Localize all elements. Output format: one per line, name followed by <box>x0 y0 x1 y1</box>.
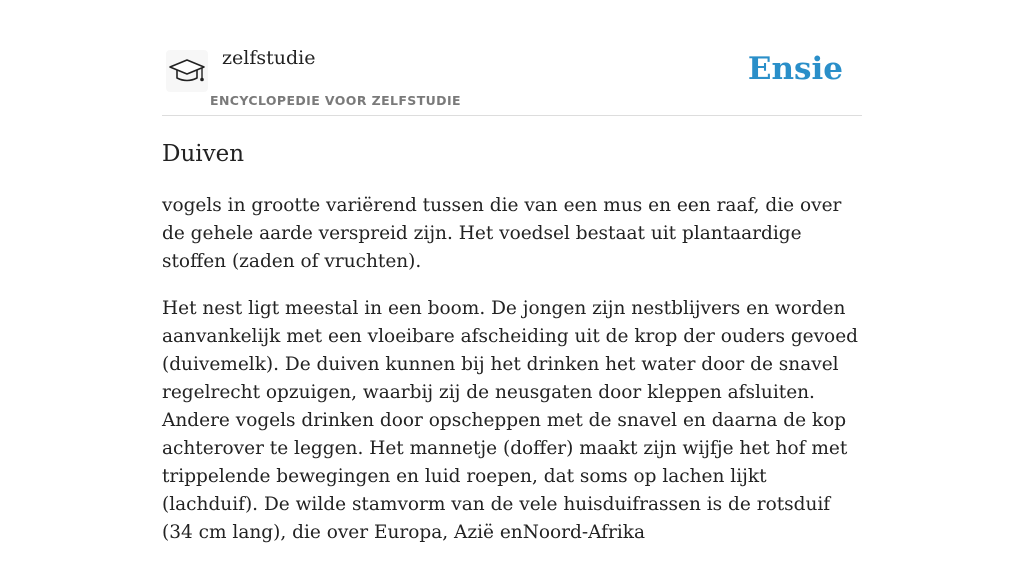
brand-logo-link[interactable]: Ensie <box>747 51 843 87</box>
site-logo[interactable] <box>166 50 208 92</box>
article-title: Duiven <box>162 141 245 167</box>
graduation-cap-icon <box>168 56 206 86</box>
site-tagline: ENCYCLOPEDIE VOOR ZELFSTUDIE <box>210 93 461 108</box>
article-paragraph: vogels in grootte variërend tussen die van een mus en een raaf, die over de gehele aarde verspreid zijn. Het voedsel bestaat uit plantaardige stoffen (zaden of vruchten). <box>162 195 842 272</box>
page <box>162 0 862 543</box>
site-header <box>162 0 862 116</box>
article-paragraph: Het nest ligt meestal in een boom. De jongen zijn nestblijvers en worden aanvankelijk met een vloeibare afscheiding uit de krop der ouders gevoed (duivemelk). De duiven kunnen bij het drinken het water door de snavel regelrecht opzuigen, waarbij zij de neusgaten door kleppen afsluiten. Andere vogels drinken door opscheppen met de snavel en daarna de kop achterover te leggen. Het mannetje (doffer) maakt zijn wijfje het hof met trippelende bewegingen en luid roepen, dat soms op lachen lijkt (lachduif). De wilde stamvorm van de vele huisduifrassen is de rotsduif (34 cm lang), die over Europa, Azië enNoord-Afrika <box>162 298 858 543</box>
article-body <box>162 192 862 566</box>
site-name[interactable]: zelfstudie <box>222 47 316 69</box>
